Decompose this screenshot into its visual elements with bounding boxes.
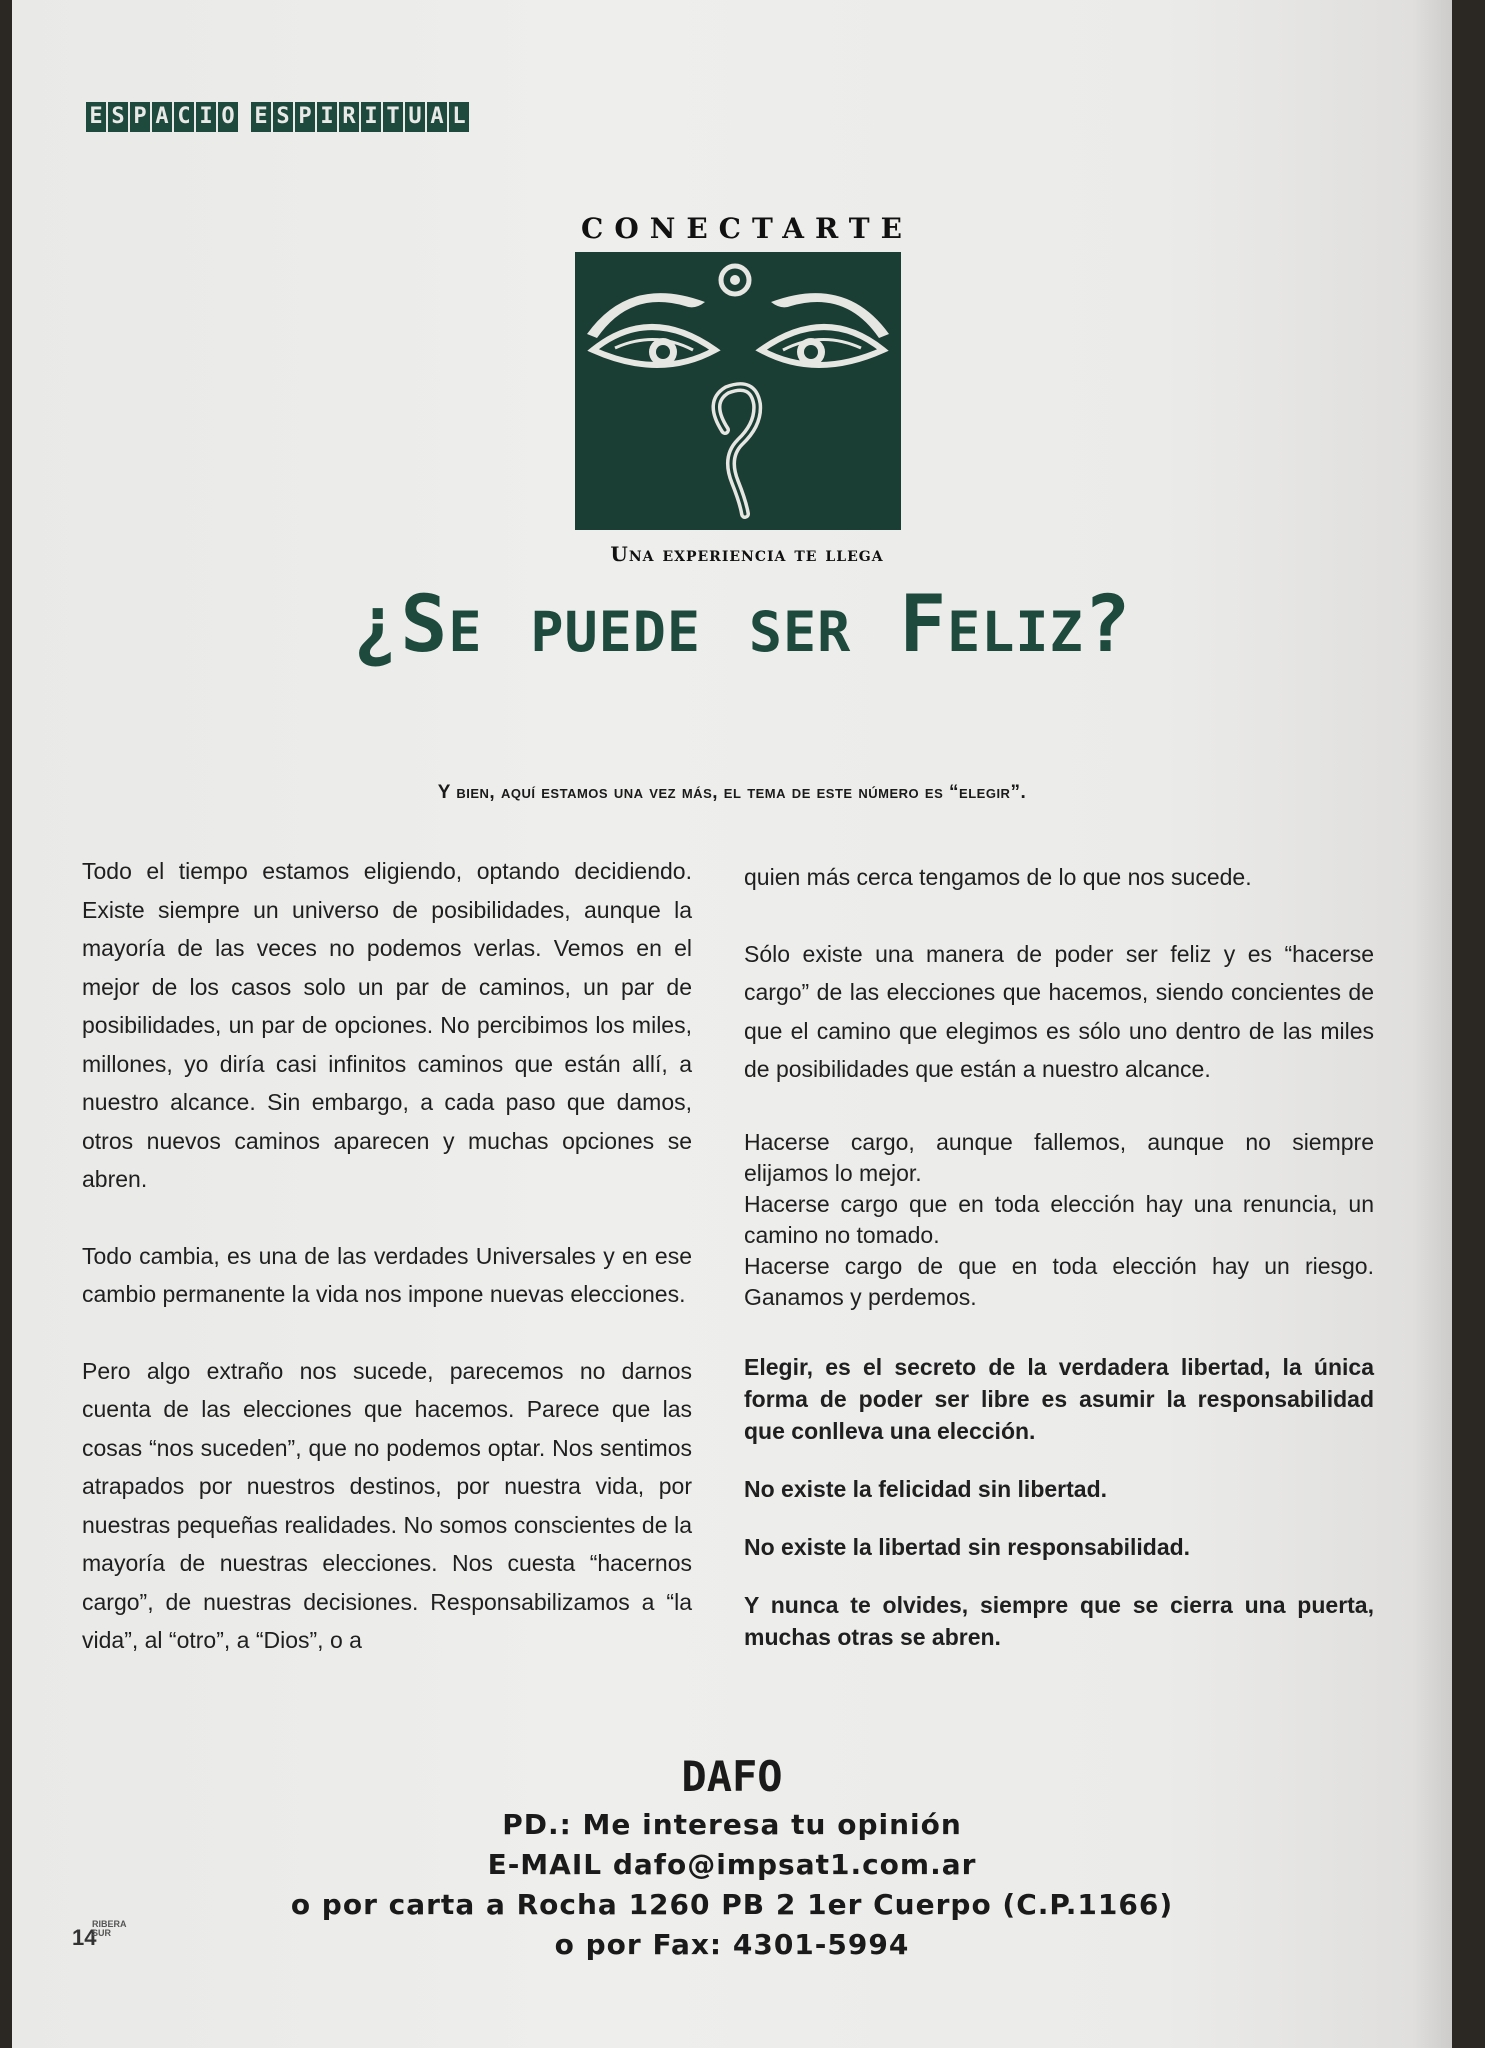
- left-paragraph: Todo cambia, es una de las verdades Universales y en ese cambio permanente la vida nos impone nuevas elecciones.: [82, 1242, 692, 1307]
- section-tag-letter: I: [361, 102, 381, 132]
- headline: ¿Se puede ser Feliz?: [352, 580, 1132, 670]
- bold-paragraph: Elegir, es el secreto de la verdadera libertad, la única forma de poder ser libre es asumir la responsabilidad que conlleva una elección.: [744, 1353, 1374, 1444]
- right-column: [744, 858, 1374, 1653]
- right-continuation: quien más cerca tengamos de lo que nos sucede.: [744, 864, 1252, 890]
- section-tag: [86, 102, 479, 132]
- bold-paragraph: No existe la felicidad sin libertad.: [744, 1475, 1108, 1502]
- cargo-line: Hacerse cargo que en toda elección hay una renuncia, un camino no tomado.: [744, 1190, 1374, 1248]
- section-tag-letter: C: [174, 102, 194, 132]
- right-paragraph: Sólo existe una manera de poder ser feliz y es “hacerse cargo” de las elecciones que hacemos, siendo concientes de que el camino que elegimos es sólo uno dentro de las miles de posibilidades que están a nuestro alcance.: [744, 940, 1374, 1082]
- buddha-eyes-icon: [575, 252, 901, 530]
- email-line: E-MAIL dafo@impsat1.com.ar: [487, 1848, 977, 1881]
- signature-block: [232, 1752, 1232, 1965]
- section-tag-letter: P: [295, 102, 315, 132]
- logo-top-text: CONECTARTE: [581, 212, 913, 245]
- logo-bottom-text: Una experiencia te llega: [610, 542, 884, 566]
- section-tag-letter: L: [449, 102, 469, 132]
- section-tag-letter: O: [218, 102, 238, 132]
- brand-bottom: SUR: [92, 1928, 112, 1938]
- author-name: DAFO: [681, 1752, 783, 1801]
- cargo-lines: [744, 1127, 1374, 1313]
- section-tag-letter: U: [405, 102, 425, 132]
- section-tag-letter: E: [86, 102, 106, 132]
- brand-top: RIBERA: [92, 1919, 127, 1929]
- section-word-2: [251, 102, 469, 132]
- left-paragraph: Todo el tiempo estamos eligiendo, optando decidiendo. Existe siempre un universo de posibilidades, aunque la mayoría de las veces no podemos verlas. Vemos en el mejor de los casos solo un par de caminos, un par de posibilidades, un par de opciones. No percibimos los miles, millones, yo diría casi infinitos caminos que están allí, a nuestro alcance. Sin embargo, a cada paso que damos, otros nuevos caminos aparecen y muchas opciones se abren.: [82, 858, 692, 1192]
- logo-box: [575, 252, 901, 530]
- section-tag-letter: P: [130, 102, 150, 132]
- magazine-brand: [92, 1920, 127, 1938]
- section-tag-letter: S: [108, 102, 128, 132]
- section-tag-letter: E: [251, 102, 271, 132]
- section-tag-letter: A: [152, 102, 172, 132]
- section-tag-letter: T: [383, 102, 403, 132]
- cargo-line: Hacerse cargo, aunque fallemos, aunque no siempre elijamos lo mejor.: [744, 1128, 1374, 1186]
- intro-line: Y bien, aquí estamos una vez más, el tema de este número es “elegir”.: [437, 782, 1027, 803]
- section-tag-letter: I: [196, 102, 216, 132]
- left-paragraph: Pero algo extraño nos sucede, parecemos no darnos cuenta de las elecciones que hacemos. Parece que las cosas “nos suceden”, que no podemos optar. Nos sentimos atrapados por nuestros destinos, por nuestra vida, por nuestras pequeñas realidades. No somos conscientes de la mayoría de nuestras elecciones. Nos cuesta “hacernos cargo”, de nuestras decisiones. Responsabilizamos a “la vida”, al “otro”, a “Dios”, o a: [82, 1357, 692, 1653]
- section-tag-letter: I: [317, 102, 337, 132]
- page-number: 14: [72, 1925, 97, 1950]
- left-column: [82, 852, 692, 1698]
- cargo-line: Hacerse cargo de que en toda elección hay un riesgo. Ganamos y perdemos.: [744, 1252, 1374, 1310]
- address-line: o por carta a Rocha 1260 PB 2 1er Cuerpo (C.P.1166): [290, 1888, 1174, 1921]
- section-tag-letter: R: [339, 102, 359, 132]
- bold-conclusion: [744, 1351, 1374, 1653]
- section-tag-letter: A: [427, 102, 447, 132]
- bold-paragraph: No existe la libertad sin responsabilidad.: [744, 1533, 1191, 1560]
- bold-paragraph: Y nunca te olvides, siempre que se cierra una puerta, muchas otras se abren.: [744, 1591, 1374, 1650]
- postscript-line: PD.: Me interesa tu opinión: [502, 1808, 962, 1841]
- section-word-1: [86, 102, 238, 132]
- fax-line: o por Fax: 4301-5994: [554, 1928, 910, 1961]
- magazine-page: [12, 0, 1452, 2048]
- section-tag-letter: S: [273, 102, 293, 132]
